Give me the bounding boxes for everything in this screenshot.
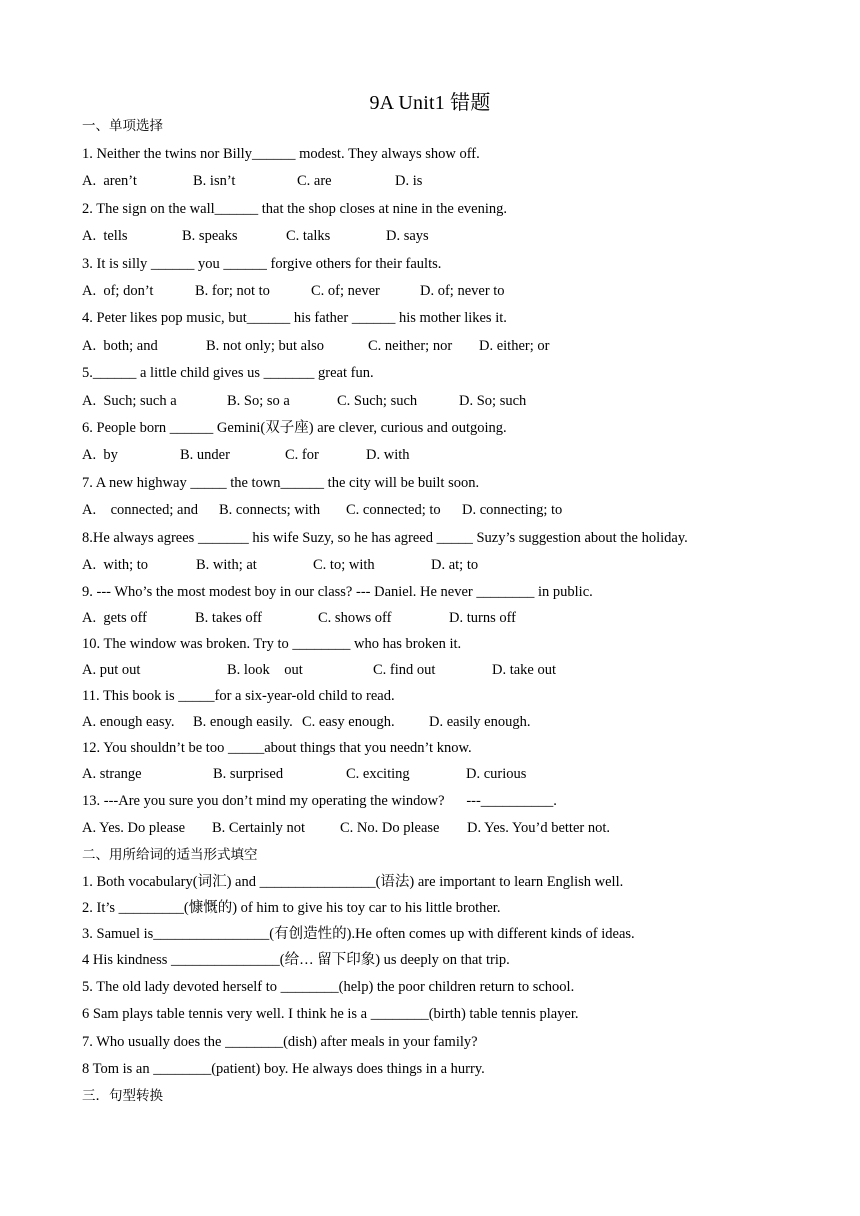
fill-question-2: 2. It’s _________(慷慨的) of him to give his toy car to his little brother. bbox=[82, 900, 501, 916]
q11-option-c: C. easy enough. bbox=[302, 714, 395, 730]
q4-option-c: C. neither; nor bbox=[368, 338, 453, 354]
question-3: 3. It is silly ______ you ______ forgive others for their faults. bbox=[82, 256, 442, 272]
section-heading-fill-in: 二、用所给词的适当形式填空 bbox=[82, 847, 258, 863]
q11-option-b: B. enough easily. bbox=[193, 714, 293, 730]
fill-question-7: 7. Who usually does the ________(dish) after meals in your family? bbox=[82, 1034, 478, 1050]
q4-option-a: A. both; and bbox=[82, 338, 158, 354]
q11-option-d: D. easily enough. bbox=[429, 714, 531, 730]
q8-option-c: C. to; with bbox=[313, 557, 375, 573]
q2-option-d: D. says bbox=[386, 228, 429, 244]
q10-option-d: D. take out bbox=[492, 662, 557, 678]
q7-option-c: C. connected; to bbox=[346, 502, 441, 518]
q6-option-b: B. under bbox=[180, 447, 230, 463]
q5-option-c: C. Such; such bbox=[337, 393, 418, 409]
q1-option-c: C. are bbox=[297, 173, 332, 189]
q13-option-d: D. Yes. You’d better not. bbox=[467, 820, 611, 836]
q6-option-d: D. with bbox=[366, 447, 410, 463]
q11-option-a: A. enough easy. bbox=[82, 714, 175, 730]
q5-option-d: D. So; such bbox=[459, 393, 527, 409]
q3-option-c: C. of; never bbox=[311, 283, 380, 299]
q8-option-d: D. at; to bbox=[431, 557, 479, 573]
section-heading-multiple-choice: 一、单项选择 bbox=[82, 118, 163, 134]
question-2: 2. The sign on the wall______ that the shop closes at nine in the evening. bbox=[82, 201, 507, 217]
question-7: 7. A new highway _____ the town______ the city will be built soon. bbox=[82, 475, 480, 491]
q2-option-a: A. tells bbox=[82, 228, 128, 244]
question-10: 10. The window was broken. Try to ________ who has broken it. bbox=[82, 636, 462, 652]
q2-option-b: B. speaks bbox=[182, 228, 238, 244]
q9-option-d: D. turns off bbox=[449, 610, 516, 626]
question-9: 9. --- Who’s the most modest boy in our class? --- Daniel. He never ________ in public. bbox=[82, 584, 593, 600]
q5-option-b: B. So; so a bbox=[227, 393, 290, 409]
q3-option-b: B. for; not to bbox=[195, 283, 270, 299]
q8-option-b: B. with; at bbox=[196, 557, 257, 573]
q9-option-b: B. takes off bbox=[195, 610, 262, 626]
q1-option-a: A. aren’t bbox=[82, 173, 137, 189]
q13-option-a: A. Yes. Do please bbox=[82, 820, 186, 836]
q12-option-a: A. strange bbox=[82, 766, 142, 782]
fill-question-8: 8 Tom is an ________(patient) boy. He always does things in a hurry. bbox=[82, 1061, 485, 1077]
page-title: 9A Unit1 错题 bbox=[369, 92, 491, 114]
question-1: 1. Neither the twins nor Billy______ modest. They always show off. bbox=[82, 146, 480, 162]
q3-option-a: A. of; don’t bbox=[82, 283, 154, 299]
fill-question-6: 6 Sam plays table tennis very well. I think he is a ________(birth) table tennis player. bbox=[82, 1006, 579, 1022]
section-heading-sentence-transform: 三．句型转换 bbox=[82, 1088, 163, 1104]
q10-option-c: C. find out bbox=[373, 662, 436, 678]
q12-option-d: D. curious bbox=[466, 766, 527, 782]
q13-option-c: C. No. Do please bbox=[340, 820, 440, 836]
q10-option-b: B. look out bbox=[227, 662, 303, 678]
question-11: 11. This book is _____for a six-year-old child to read. bbox=[82, 688, 395, 704]
q5-option-a: A. Such; such a bbox=[82, 393, 177, 409]
q12-option-b: B. surprised bbox=[213, 766, 284, 782]
q7-option-b: B. connects; with bbox=[219, 502, 321, 518]
question-6: 6. People born ______ Gemini(双子座) are clever, curious and outgoing. bbox=[82, 420, 507, 436]
question-4: 4. Peter likes pop music, but______ his father ______ his mother likes it. bbox=[82, 310, 507, 326]
q7-option-a: A. connected; and bbox=[82, 502, 198, 518]
q4-option-d: D. either; or bbox=[479, 338, 550, 354]
fill-question-3: 3. Samuel is________________(有创造性的).He often comes up with different kinds of ideas. bbox=[82, 926, 635, 942]
q6-option-a: A. by bbox=[82, 447, 118, 463]
question-12: 12. You shouldn’t be too _____about things that you needn’t know. bbox=[82, 740, 472, 756]
question-13: 13. ---Are you sure you don’t mind my operating the window? ---__________. bbox=[82, 793, 557, 809]
q2-option-c: C. talks bbox=[286, 228, 331, 244]
question-5: 5.______ a little child gives us _______ great fun. bbox=[82, 365, 374, 381]
q9-option-a: A. gets off bbox=[82, 610, 147, 626]
q6-option-c: C. for bbox=[285, 447, 319, 463]
q7-option-d: D. connecting; to bbox=[462, 502, 563, 518]
q1-option-d: D. is bbox=[395, 173, 423, 189]
q10-option-a: A. put out bbox=[82, 662, 141, 678]
q9-option-c: C. shows off bbox=[318, 610, 392, 626]
q4-option-b: B. not only; but also bbox=[206, 338, 325, 354]
fill-question-4: 4 His kindness _______________(给… 留下印象) us deeply on that trip. bbox=[82, 952, 510, 968]
q12-option-c: C. exciting bbox=[346, 766, 410, 782]
q3-option-d: D. of; never to bbox=[420, 283, 505, 299]
q8-option-a: A. with; to bbox=[82, 557, 149, 573]
fill-question-5: 5. The old lady devoted herself to ________(help) the poor children return to school. bbox=[82, 979, 575, 995]
q1-option-b: B. isn’t bbox=[193, 173, 236, 189]
question-8: 8.He always agrees _______ his wife Suzy, so he has agreed _____ Suzy’s suggestion about the holiday. bbox=[82, 530, 688, 546]
fill-question-1: 1. Both vocabulary(词汇) and ________________(语法) are important to learn English well. bbox=[82, 874, 624, 890]
q13-option-b: B. Certainly not bbox=[212, 820, 306, 836]
